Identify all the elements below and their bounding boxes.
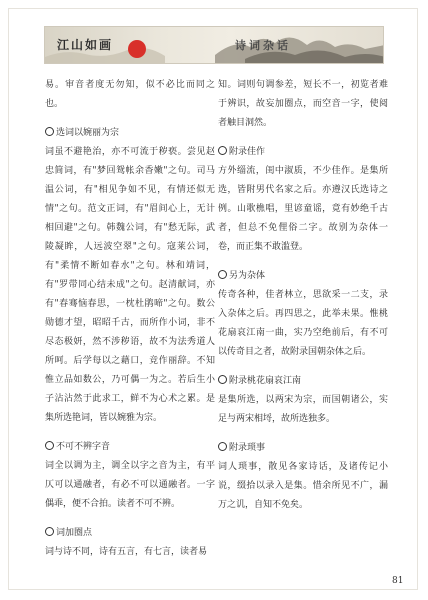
banner-left-title: 江山如画 (57, 38, 114, 52)
right-column (218, 76, 388, 515)
right-intro-text: 知。词则句调参差，短长不一，初览者难于辨识，故妄加圈点，而空音一字，使阅者触目洞然。 (218, 80, 388, 128)
banner-right-title: 诗词杂话 (235, 39, 291, 52)
section-heading: 附录佳作 (218, 143, 388, 162)
circle-bullet-icon (45, 127, 54, 136)
circle-bullet-icon (218, 270, 227, 279)
section-heading: 附录桃花扇哀江南 (218, 372, 388, 391)
section-body: 词人琐事，散见各家诗话，及诸传记小说，缀拾以录入是集。惜余所见不广，漏万之讥，自知不免矣。 (218, 462, 388, 510)
section-body: 是集所选，以两宋为宗，而国朝诸公，实足与两宋相埒，故所选独多。 (218, 395, 388, 424)
section-heading: 词加圈点 (45, 524, 215, 543)
left-intro-text: 易。审音者度无勿知，似不必比而同之也。 (45, 80, 215, 109)
section-heading: 选词以婉丽为宗 (45, 124, 215, 143)
page-number: 81 (392, 576, 404, 586)
section-body: 词全以调为主，调全以字之音为主，有平仄可以通融者，有必不可以通融者。一字偶乖，便不合拍。读者不可不辨。 (45, 461, 215, 509)
circle-bullet-icon (218, 375, 227, 384)
section-body: 传奇各种，佳者林立，思欲采一二支，录入杂体之后。再四思之，此举未果。惟桃花扇哀江南一曲，实乃空绝前后，有不可以传奇目之者，故附录国朝杂体之后。 (218, 290, 388, 357)
circle-bullet-icon (45, 527, 54, 536)
header-banner (44, 26, 384, 64)
section-body: 方外缁流，闺中淑质，不少佳作。是集所选，皆附男代名家之后。亦遵汉氏选诗之例。山歌樵唱，里谚童谣，竟有妙绝千古者，但总不免俚俗二字。故别为杂体一卷，而正集不敢滥登。 (218, 166, 388, 252)
section-heading: 另为杂体 (218, 267, 388, 286)
circle-bullet-icon (45, 441, 54, 450)
section-body: 词与诗不同，诗有五言，有七言，读者易 (45, 547, 208, 557)
section-heading: 不可不辨字音 (45, 438, 215, 457)
red-sun-icon (128, 40, 146, 58)
section-heading: 附录琐事 (218, 439, 388, 458)
left-column (45, 76, 215, 562)
circle-bullet-icon (218, 146, 227, 155)
circle-bullet-icon (218, 442, 227, 451)
section-body: 词虽不避艳治，亦不可流于秽亵。尝见赵忠简词，有"梦回鸳帐余香嫩"之句。司马温公词，有"相见争如不见，有情还似无情"之句。范文正词，有"眉间心上，无计相回避"之句。韩魏公词，有"愁无际，武陵凝眸，人远波空翠"之句。寇莱公词，有"柔情不断如春水"之句。林和靖词，有"罗带同心结未成"之句。赵清献词，亦有"春骞恼春思，一枕杜鹃啼"之句。数公勋德才望，昭昭千古，而所作小词，非不尽态极妍，然不涉秽语，故不为法秀道人所呵。后学每以之藉口，竞作丽辞。不知惟立品如数公，乃可偶一为之。若后生小子沾沾然于此求工，鲜不为心术之累。是集所选艳词，皆以婉雅为宗。 (45, 147, 215, 423)
